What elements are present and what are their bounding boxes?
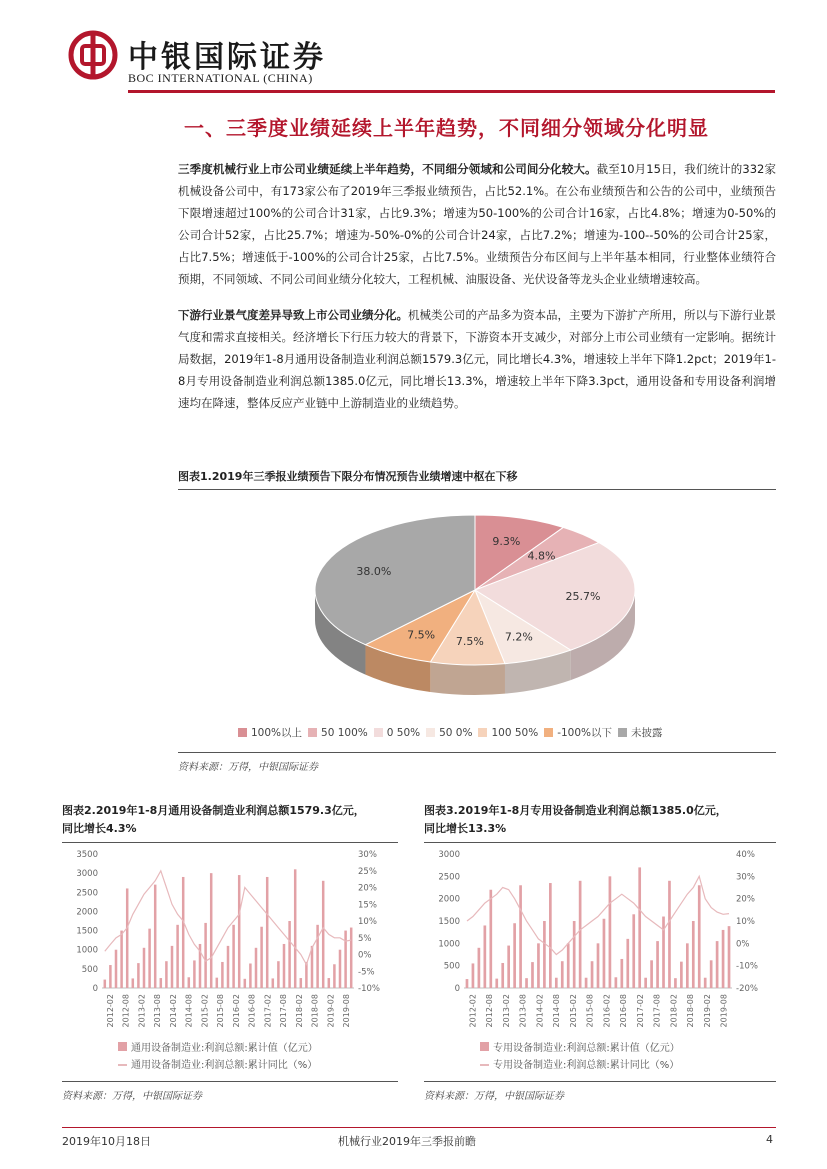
paragraph-1-body: 截至10月15日，我们统计的332家机械设备公司中，有173家公布了2019年三季报业绩预告，占比52.1%。在公布业绩预告和公告的公司中，业绩预告下限增速超过100%的公司合计31家，占比9.3%；增速为50-100%的公司合计16家，占比4.8%；增速为0-50%的公司合计52家，占比25.7%；增速为-50%-0%的公司合计24家，占比7.2%；增速为-100--50%的公司合计25家，占比7.5%；增速低于-100%的公司合计25家，占比7.5%。业绩预告分布区间与上半年基本相同，行业整体业绩符合预期，不同领域、不同公司间业绩分化较大，工程机械、油服设备、光伏设备等龙头企业业绩增速较高。 [178, 162, 777, 286]
bar-33 [662, 917, 665, 988]
bar-38 [316, 925, 319, 988]
figure2-title-line2: 同比增长4.3% [62, 822, 137, 835]
bar-24 [609, 876, 612, 988]
legend-bar-swatch [480, 1042, 489, 1051]
x-tick-label: 2017-08 [652, 994, 662, 1028]
pie-data-label-6: 38.0% [356, 565, 392, 579]
bar-37 [686, 943, 689, 988]
bar-44 [728, 926, 731, 988]
figure2-source: 资料来源：万得，中银国际证券 [62, 1091, 202, 1102]
x-tick-label: 2018-08 [686, 994, 696, 1028]
bar-5 [495, 979, 498, 988]
chart-general-equipment [62, 848, 398, 1033]
paragraph-2-body: 机械类公司的产品多为资本品，主要为下游扩产所用，所以与下游行业景气度和需求直接相关。经济增长下行压力较大的背景下，下游资本开支减少，对部分上市公司业绩有一定影响。据统计局数据，2019年1-8月通用设备制造业利润总额1579.3亿元，同比增长4.3%，增速较上半年下降1.2pct；2019年1-8月专用设备制造业利润总额1385.0亿元，同比增长13.3%，增速较上半年下降3.3pct，通用设备和专用设备利润增速均在降速，整体反应产业链中上游制造业的业绩趋势。 [178, 308, 776, 410]
y-right-tick-label: 0% [736, 939, 750, 950]
bar-38 [692, 921, 695, 988]
pie-legend-label: 50 100% [321, 726, 368, 739]
pie-data-label-1: 4.8% [527, 549, 556, 563]
y-left-tick-label: 1000 [438, 939, 460, 950]
pie-legend-swatch [426, 728, 435, 737]
bar-19 [579, 881, 582, 988]
bar-14 [549, 883, 552, 988]
bar-2 [115, 950, 118, 988]
x-tick-label: 2016-08 [619, 994, 629, 1028]
x-tick-label: 2015-02 [568, 994, 578, 1028]
figure1-top-rule [178, 489, 776, 490]
bar-18 [573, 921, 576, 988]
y-left-tick-label: 2500 [76, 888, 98, 899]
bar-13 [543, 921, 546, 988]
bar-23 [232, 925, 235, 988]
bar-21 [591, 961, 594, 988]
bar-27 [626, 939, 629, 988]
bar-8 [148, 929, 151, 988]
x-tick-label: 2015-08 [585, 994, 595, 1028]
bar-40 [704, 978, 707, 988]
y-right-tick-label: 20% [358, 883, 377, 894]
y-left-tick-label: 2000 [438, 894, 460, 905]
x-tick-label: 2018-02 [669, 994, 679, 1028]
pie-legend-label: 100%以上 [251, 727, 303, 739]
y-left-tick-label: 2500 [438, 872, 460, 883]
y-right-tick-label: 15% [358, 900, 377, 911]
y-left-tick-label: 1500 [76, 926, 98, 937]
y-right-tick-label: 10% [358, 917, 377, 927]
company-name-en: BOC INTERNATIONAL (CHINA) [128, 71, 313, 85]
x-tick-label: 2019-08 [342, 994, 352, 1028]
header-divider [128, 90, 775, 93]
bar-29 [638, 867, 641, 988]
bar-32 [656, 941, 659, 988]
figure3-source: 资料来源：万得，中银国际证券 [424, 1091, 564, 1102]
x-tick-label: 2016-08 [247, 994, 257, 1028]
bar-13 [176, 925, 179, 988]
bar-22 [597, 943, 600, 988]
bar-0 [104, 980, 107, 988]
bar-21 [221, 962, 224, 988]
pie-legend-swatch [618, 728, 627, 737]
y-right-tick-label: 30% [358, 850, 377, 860]
bar-9 [154, 885, 157, 988]
bar-42 [716, 941, 719, 988]
pie-legend-label: 50 0% [439, 726, 473, 739]
bar-29 [266, 877, 269, 988]
figure3-title [424, 802, 727, 838]
figure2-bottom-rule [62, 1081, 398, 1082]
x-tick-label: 2015-02 [200, 994, 210, 1028]
y-right-tick-label: 30% [736, 872, 755, 883]
pie-legend-label: 100 50% [491, 726, 539, 739]
bar-15 [188, 977, 191, 988]
company-name-cn: 中银国际证券 [128, 40, 326, 75]
x-tick-label: 2013-02 [137, 994, 147, 1028]
bar-36 [680, 962, 683, 988]
y-left-tick-label: 1000 [76, 945, 98, 956]
bar-10 [525, 978, 528, 988]
pie-legend-swatch [544, 728, 553, 737]
x-tick-label: 2018-08 [310, 994, 320, 1028]
y-left-tick-label: 3500 [76, 850, 98, 860]
bar-24 [238, 875, 241, 988]
bar-0 [466, 979, 469, 988]
x-tick-label: 2013-02 [501, 994, 511, 1028]
paragraph-2 [178, 304, 776, 414]
pie-legend-swatch [374, 728, 383, 737]
bar-3 [120, 931, 123, 988]
pie-legend-item-4 [478, 727, 538, 739]
footer-report-name: 机械行业2019年三季报前瞻 [338, 1135, 476, 1148]
pie-data-label-0: 9.3% [492, 535, 521, 549]
pie-legend-item-2 [374, 727, 420, 739]
pie-legend-item-3 [426, 727, 472, 739]
figure3-top-rule [424, 842, 776, 843]
section-title: 一、三季度业绩延续上半年趋势，不同细分领域分化明显 [184, 116, 709, 140]
x-tick-label: 2012-02 [105, 994, 115, 1028]
x-tick-label: 2012-02 [468, 994, 478, 1028]
y-right-tick-label: 10% [736, 917, 755, 927]
paragraph-1-lead: 三季度机械行业上市公司业绩延续上半年趋势，不同细分领域和公司间分化较大。 [178, 162, 597, 176]
pie-legend-item-0 [238, 725, 302, 740]
bar-4 [126, 888, 129, 988]
y-left-tick-label: 500 [81, 964, 98, 975]
bar-1 [472, 963, 475, 988]
pie-legend-label: -100%以下 [557, 727, 612, 739]
y-left-tick-label: 1500 [438, 917, 460, 927]
bar-33 [288, 921, 291, 988]
figure3-legend-line: 专用设备制造业:利润总额:累计同比（%） [493, 1060, 680, 1071]
y-right-tick-label: 5% [358, 933, 372, 944]
y-left-tick-label: 0 [92, 984, 98, 994]
legend-bar-swatch [118, 1042, 127, 1051]
x-tick-label: 2013-08 [518, 994, 528, 1028]
pie-data-label-2: 25.7% [565, 590, 601, 604]
figure3-legend-bar: 专用设备制造业:利润总额:累计值（亿元） [493, 1043, 680, 1054]
bar-35 [674, 978, 677, 988]
footer-date: 2019年10月18日 [62, 1135, 151, 1148]
bar-12 [171, 946, 174, 988]
x-tick-label: 2014-02 [535, 994, 545, 1028]
chart-special-equipment [424, 848, 776, 1033]
pie-legend-item-6 [618, 725, 663, 740]
bar-28 [260, 927, 263, 988]
bar-3 [484, 925, 487, 988]
bar-4 [489, 890, 492, 988]
bar-25 [244, 979, 247, 988]
x-tick-label: 2014-08 [552, 994, 562, 1028]
pie-legend-label: 未披露 [631, 727, 663, 739]
figure2-top-rule [62, 842, 398, 843]
bar-44 [350, 928, 353, 988]
pie-legend [238, 722, 758, 741]
figure2-title-line1: 图表2.2019年1-8月通用设备制造业利润总额1579.3亿元， [62, 804, 365, 817]
bar-43 [344, 931, 347, 988]
bar-41 [333, 964, 336, 988]
x-tick-label: 2012-08 [485, 994, 495, 1028]
bar-31 [650, 960, 653, 988]
x-tick-label: 2015-08 [216, 994, 226, 1028]
bar-18 [204, 923, 207, 988]
y-right-tick-label: 0% [358, 950, 372, 961]
x-tick-label: 2012-08 [121, 994, 131, 1028]
bar-30 [272, 978, 275, 988]
y-left-tick-label: 500 [443, 961, 460, 972]
bar-12 [537, 943, 540, 988]
bar-11 [165, 961, 168, 988]
paragraph-1 [178, 158, 776, 290]
pie-data-label-3: 7.2% [504, 630, 533, 644]
y-right-tick-label: -20% [736, 984, 758, 994]
pie-legend-label: 0 50% [386, 726, 421, 739]
y-right-tick-label: -10% [736, 961, 758, 972]
figure1-bottom-rule [178, 752, 776, 753]
legend-line-swatch [480, 1064, 489, 1066]
bar-27 [255, 948, 258, 988]
x-tick-label: 2013-08 [153, 994, 163, 1028]
bar-16 [193, 960, 196, 988]
bar-7 [507, 946, 510, 988]
bar-40 [328, 978, 331, 988]
bar-5 [132, 978, 135, 988]
x-tick-label: 2014-08 [184, 994, 194, 1028]
bar-20 [216, 978, 219, 988]
bar-39 [322, 881, 325, 988]
bar-15 [555, 978, 558, 988]
pie-legend-item-5 [544, 725, 612, 740]
bar-32 [283, 944, 286, 988]
boc-logo-icon [68, 30, 118, 80]
x-tick-label: 2019-02 [326, 994, 336, 1028]
bar-41 [710, 960, 713, 988]
footer-page-number: 4 [766, 1133, 773, 1146]
bar-36 [305, 962, 308, 988]
y-right-tick-label: -10% [358, 984, 380, 994]
figure2-legend [118, 1040, 318, 1074]
bar-9 [519, 885, 522, 988]
figure2-legend-bar: 通用设备制造业:利润总额:累计值（亿元） [131, 1043, 318, 1054]
pie-side-4 [430, 662, 505, 695]
x-tick-label: 2016-02 [602, 994, 612, 1028]
bar-28 [632, 914, 635, 988]
bar-17 [567, 943, 570, 988]
figure3-title-line2: 同比增长13.3% [424, 822, 507, 835]
bar-22 [227, 946, 230, 988]
bar-43 [722, 930, 725, 988]
pie-chart [300, 505, 650, 715]
footer-divider [62, 1127, 776, 1128]
yoy-line [467, 876, 729, 954]
bar-42 [339, 950, 342, 988]
y-right-tick-label: 20% [736, 894, 755, 905]
bar-26 [249, 963, 252, 988]
x-tick-label: 2016-02 [231, 994, 241, 1028]
figure1-title: 图表1.2019年三季报业绩预告下限分布情况预告业绩增速中枢在下移 [178, 470, 518, 483]
figure2-legend-line: 通用设备制造业:利润总额:累计同比（%） [131, 1060, 318, 1071]
pie-data-label-4: 7.5% [455, 634, 484, 648]
pie-legend-swatch [308, 728, 317, 737]
bar-2 [478, 948, 481, 988]
y-left-tick-label: 3000 [438, 850, 460, 860]
x-tick-label: 2014-02 [168, 994, 178, 1028]
y-left-tick-label: 0 [454, 984, 460, 994]
bar-25 [615, 977, 618, 988]
legend-line-swatch [118, 1064, 127, 1066]
bar-14 [182, 877, 185, 988]
bar-8 [513, 923, 516, 988]
bar-23 [603, 919, 606, 988]
y-left-tick-label: 2000 [76, 907, 98, 918]
figure3-title-line1: 图表3.2019年1-8月专用设备制造业利润总额1385.0亿元， [424, 804, 727, 817]
bar-11 [531, 962, 534, 988]
bar-6 [137, 963, 140, 988]
y-right-tick-label: 40% [736, 850, 755, 860]
pie-legend-item-1 [308, 727, 368, 739]
bar-34 [294, 869, 297, 988]
bar-16 [561, 961, 564, 988]
pie-data-label-5: 7.5% [407, 628, 436, 642]
bar-20 [585, 978, 588, 988]
bar-10 [160, 978, 163, 988]
pie-legend-swatch [238, 728, 247, 737]
bar-39 [698, 885, 701, 988]
figure1-source: 资料来源：万得，中银国际证券 [178, 762, 318, 773]
bar-26 [620, 959, 623, 988]
figure3-bottom-rule [424, 1081, 776, 1082]
paragraph-2-lead: 下游行业景气度差异导致上市公司业绩分化。 [178, 308, 408, 322]
bar-35 [300, 978, 303, 988]
y-right-tick-label: -5% [358, 967, 375, 978]
figure2-title [62, 802, 365, 838]
bar-1 [109, 965, 112, 988]
bar-6 [501, 963, 504, 988]
y-right-tick-label: 25% [358, 866, 377, 877]
bar-7 [143, 948, 146, 988]
x-tick-label: 2017-02 [263, 994, 273, 1028]
bar-30 [644, 978, 647, 988]
bar-31 [277, 961, 280, 988]
x-tick-label: 2017-08 [279, 994, 289, 1028]
y-left-tick-label: 3000 [76, 869, 98, 880]
bar-34 [668, 881, 671, 988]
x-tick-label: 2018-02 [294, 994, 304, 1028]
figure3-legend [480, 1040, 680, 1074]
x-tick-label: 2017-02 [635, 994, 645, 1028]
x-tick-label: 2019-02 [702, 994, 712, 1028]
x-tick-label: 2019-08 [719, 994, 729, 1028]
bar-19 [210, 873, 213, 988]
pie-legend-swatch [478, 728, 487, 737]
